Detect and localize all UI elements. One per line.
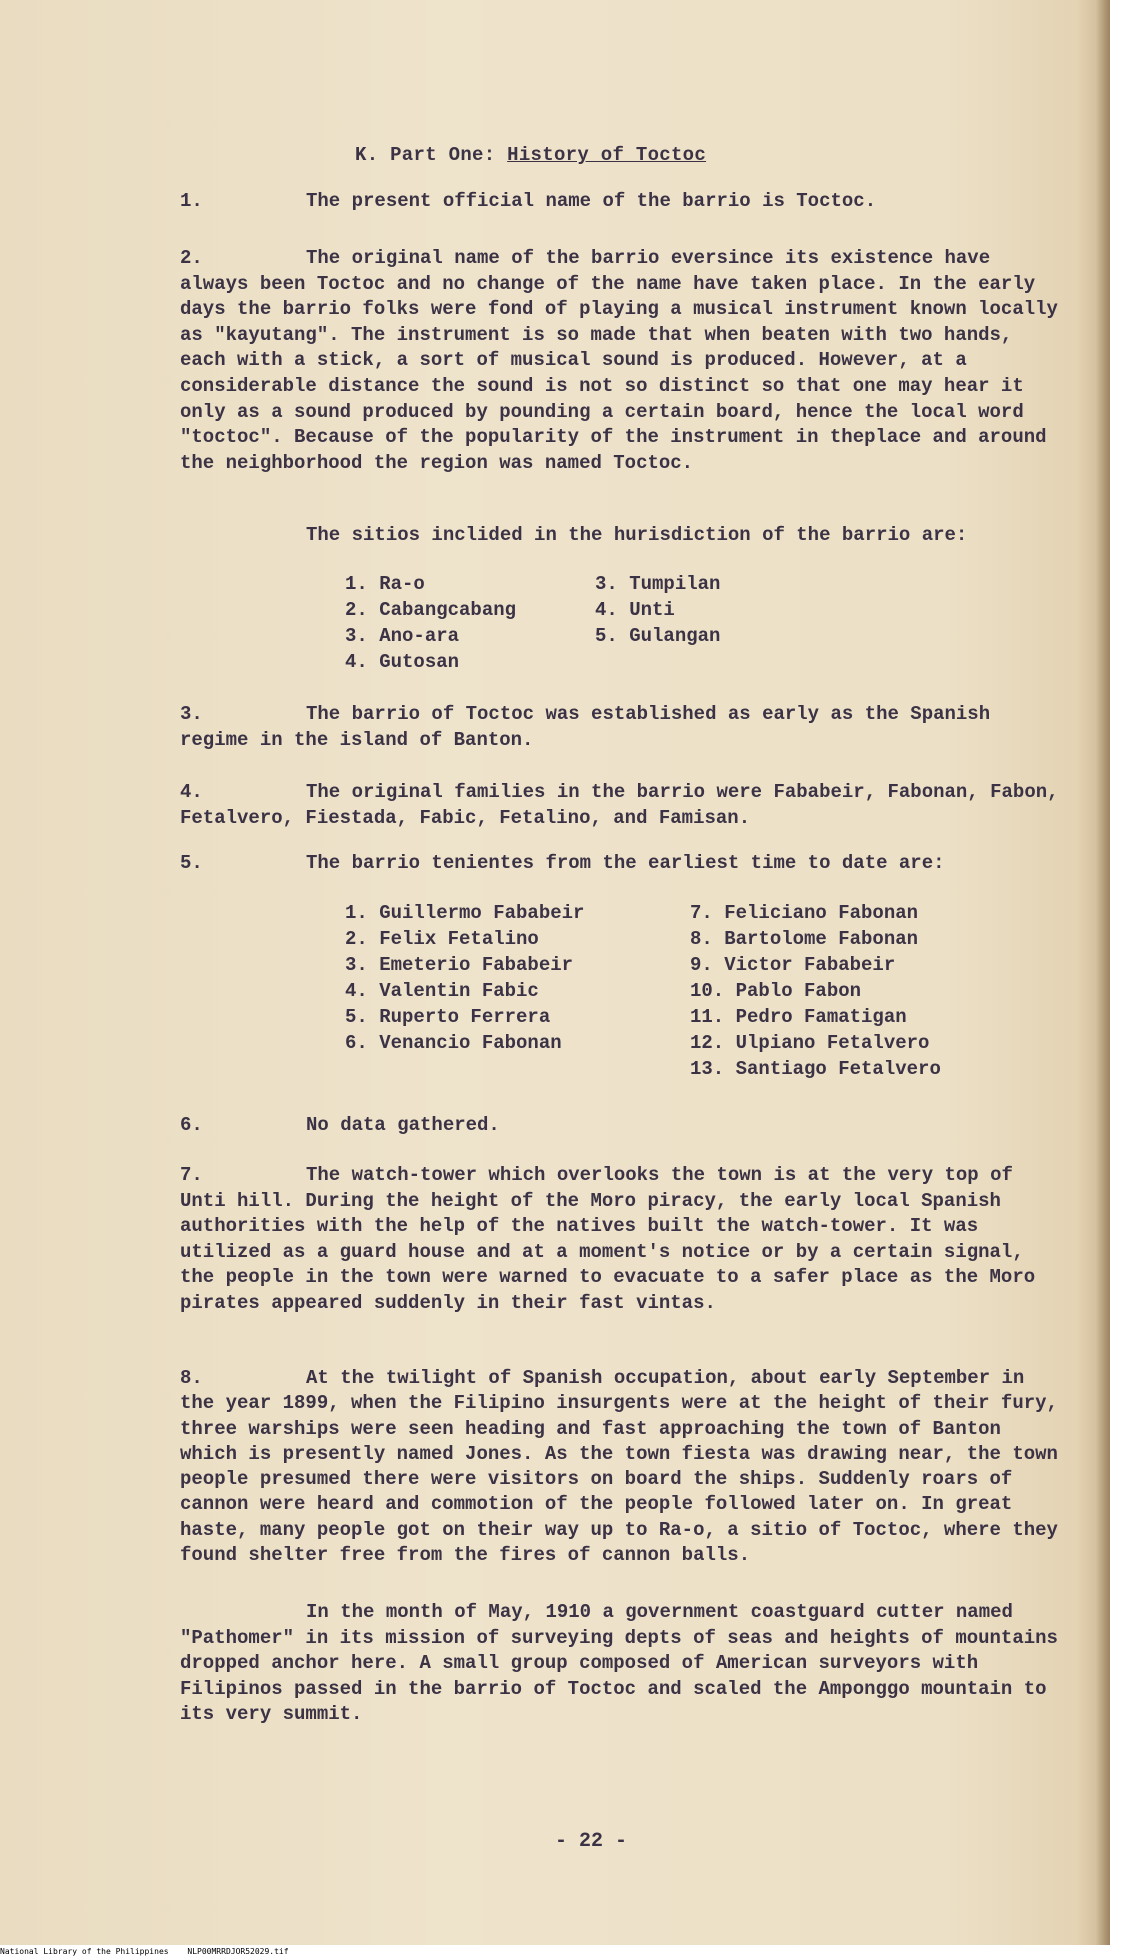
list-item: 12. Ulpiano Fetalvero — [690, 1032, 930, 1054]
sitios-intro: The sitios inclided in the hurisdiction of the barrio are: — [306, 524, 968, 546]
item-4 — [180, 780, 1070, 831]
item-8 — [180, 1366, 1070, 1568]
item-number: 2. — [180, 247, 203, 269]
list-item: 10. Pablo Fabon — [690, 980, 862, 1002]
list-item: 1. Ra-o — [345, 573, 425, 595]
list-item: 3. Ano-ara — [345, 625, 460, 647]
item-text: The barrio of Toctoc was established as early as the Spanish regime in the island of Banton. — [180, 703, 1002, 751]
item-text: No data gathered. — [306, 1114, 500, 1136]
item-number: 6. — [180, 1114, 203, 1136]
list-item: 11. Pedro Famatigan — [690, 1006, 907, 1028]
item-number: 3. — [180, 703, 203, 725]
item-number: 4. — [180, 781, 203, 803]
tenientes-list-left — [345, 900, 584, 1056]
item-text: The original name of the barrio eversince its existence have always been Toctoc and no change of the name have taken place. In the early days the barrio folks were fond of playing a musical instrument known locally as "kayutang". The instrument is so made that when beaten with two hands, each with a stick, a sort of musical sound is produced. However, at a considerable distance the sound is not so distinct so that one may hear it only as a sound produced by pounding a certain board, hence the local word "toctoc". Because of the popularity of the instrument in theplace and around the neighborhood the region was named Toctoc. — [180, 247, 1070, 474]
scan-footer — [0, 1945, 1126, 1958]
sitios-list-left — [345, 571, 516, 675]
footer-library: National Library of the Philippines — [0, 1947, 169, 1956]
item-7 — [180, 1163, 1060, 1316]
title-prefix: K. Part One: — [355, 144, 496, 166]
item-text: The original families in the barrio were Fababeir, Fabonan, Fabon, Fetalvero, Fiestada, Fabic, Fetalino, and Famisan. — [180, 781, 1070, 829]
item-text: The watch-tower which overlooks the town is at the very top of Unti hill. During the height of the Moro piracy, the early local Spanish authorities with the help of the natives built the watch-tower. It was utilized as a guard house and at a moment's notice or by a certain signal, the people in the town were warned to evacuate to a safer place as the Moro pirates appeared suddenly in their fast vintas. — [180, 1164, 1047, 1314]
list-item: 5. Ruperto Ferrera — [345, 1006, 551, 1028]
list-item: 3. Tumpilan — [595, 573, 721, 595]
list-item: 2. Felix Fetalino — [345, 928, 539, 950]
item-3 — [180, 702, 1060, 753]
list-item: 4. Gutosan — [345, 651, 460, 673]
item-number: 1. — [180, 190, 203, 212]
item-number: 5. — [180, 852, 203, 874]
footer-filename: NLP00MRRDJOR52029.tif — [187, 1947, 289, 1956]
list-item: 13. Santiago Fetalvero — [690, 1058, 941, 1080]
item-text: At the twilight of Spanish occupation, about early September in the year 1899, when the Filipino insurgents were at the height of their fury, three warships were seen heading and fast approaching the town of Banton which is presently named Jones. As the town fiesta was drawing near, the town people presumed there were visitors on board the ships. Suddenly roars of cannon were heard and commotion of the people followed later on. In great haste, many people got on their way up to Ra-o, a sitio of Toctoc, where they found shelter free from the fires of cannon balls. — [180, 1367, 1070, 1567]
section-title — [355, 144, 706, 166]
item-1 — [180, 189, 1060, 215]
list-item: 5. Gulangan — [595, 625, 721, 647]
item-text: The barrio tenientes from the earliest time to date are: — [306, 852, 945, 874]
tenientes-list-right — [690, 900, 941, 1082]
list-item: 6. Venancio Fabonan — [345, 1032, 562, 1054]
item-text: In the month of May, 1910 a government coastguard cutter named "Pathomer" in its mission of surveying depts of seas and heights of mountains dropped anchor here. A small group composed of American surveyors with Filipinos passed in the barrio of Toctoc and scaled the Amponggo mountain to its very summit. — [180, 1601, 1070, 1725]
item-6 — [180, 1113, 1060, 1139]
list-item: 4. Valentin Fabic — [345, 980, 539, 1002]
item-2 — [180, 246, 1070, 476]
list-item: 7. Feliciano Fabonan — [690, 902, 919, 924]
item-text: The present official name of the barrio is Toctoc. — [306, 190, 877, 212]
item-number: 8. — [180, 1367, 203, 1389]
list-item: 1. Guillermo Fababeir — [345, 902, 585, 924]
item-9 — [180, 1600, 1070, 1728]
list-item: 8. Bartolome Fabonan — [690, 928, 919, 950]
title-heading: History of Toctoc — [507, 144, 707, 166]
list-item: 2. Cabangcabang — [345, 599, 517, 621]
sitios-list-right — [595, 571, 720, 649]
list-item: 3. Emeterio Fababeir — [345, 954, 574, 976]
item-5 — [180, 851, 1060, 877]
page-edge-shadow — [1096, 0, 1110, 1945]
item-number: 7. — [180, 1164, 203, 1186]
list-item: 4. Unti — [595, 599, 675, 621]
page-number: - 22 - — [555, 1830, 628, 1853]
list-item: 9. Victor Fababeir — [690, 954, 896, 976]
